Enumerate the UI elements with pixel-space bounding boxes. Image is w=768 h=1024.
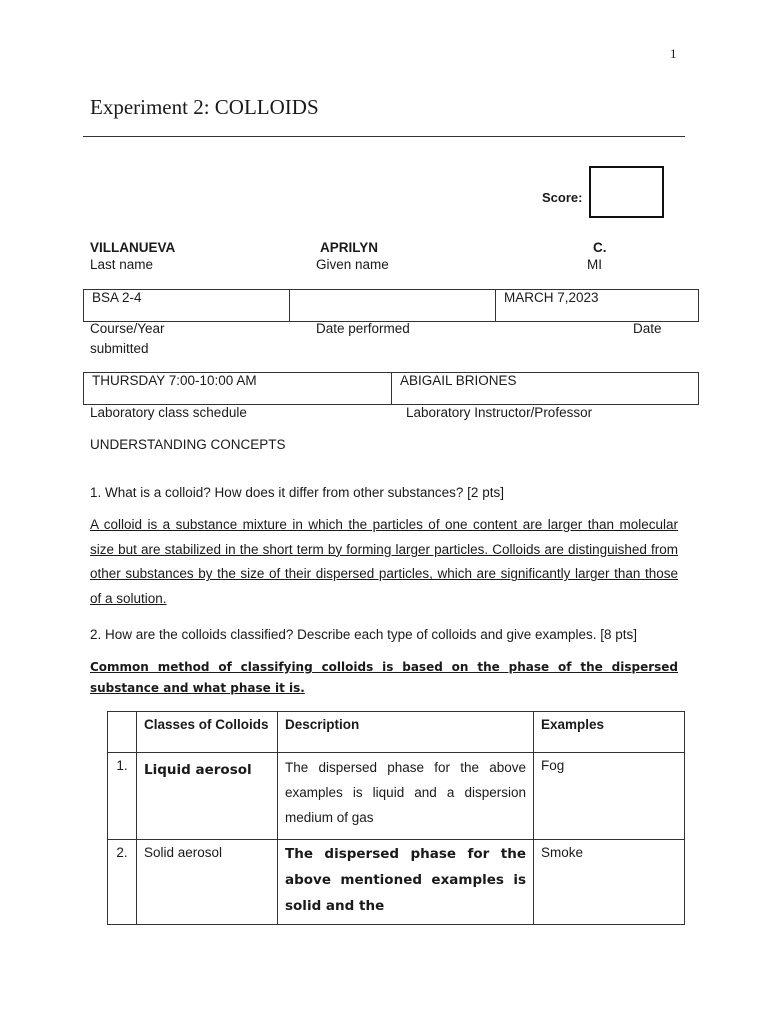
row-number: 2.: [108, 840, 137, 925]
answer-2: Common method of classifying colloids is based on the phase of the dispersed substance and what phase it is.: [90, 660, 678, 695]
given-name-label: Given name: [316, 257, 389, 272]
instructor-label: Laboratory Instructor/Professor: [406, 405, 593, 420]
course-cell: BSA 2-4: [84, 290, 290, 322]
table-row: [108, 840, 685, 925]
header-classes: Classes of Colloids: [137, 712, 278, 753]
last-name-label: Last name: [90, 257, 154, 272]
instructor-cell: ABIGAIL BRIONES: [392, 373, 699, 405]
last-name-value: VILLANUEVA: [90, 240, 176, 255]
schedule-table: [83, 372, 699, 405]
date-performed-cell: [290, 290, 496, 322]
middle-initial-value: C.: [593, 240, 607, 255]
title-divider: [83, 136, 685, 137]
row-class: Solid aerosol: [137, 840, 278, 925]
middle-initial-label: MI: [587, 257, 602, 272]
schedule-label: Laboratory class schedule: [90, 405, 247, 420]
colloid-classes-table: [107, 711, 685, 925]
row-example: Smoke: [534, 840, 685, 925]
date-label: Date: [633, 321, 662, 336]
schedule-cell: THURSDAY 7:00-10:00 AM: [84, 373, 392, 405]
header-description: Description: [278, 712, 534, 753]
header-examples: Examples: [534, 712, 685, 753]
row-example: Fog: [534, 753, 685, 840]
question-1: 1. What is a colloid? How does it differ from other substances? [2 pts]: [90, 485, 504, 500]
section-heading: UNDERSTANDING CONCEPTS: [90, 437, 286, 452]
course-label: Course/Year: [90, 321, 165, 336]
row-description: The dispersed phase for the above examples is liquid and a dispersion medium of gas: [278, 753, 534, 840]
score-box: [589, 166, 664, 218]
answer-1: A colloid is a substance mixture in which the particles of one content are larger than molecular size but are stabilized in the short term by forming larger particles. Colloids are distinguished from other substances by the size of their dispersed particles, which are significantly larger than those of a solution.: [90, 517, 678, 607]
submitted-label: submitted: [90, 341, 149, 356]
question-2: 2. How are the colloids classified? Describe each type of colloids and give examples. [8 pts]: [90, 627, 638, 642]
date-performed-label: Date performed: [316, 321, 410, 336]
date-submitted-cell: MARCH 7,2023: [496, 290, 699, 322]
row-number: 1.: [108, 753, 137, 840]
page-number: 1: [670, 46, 677, 61]
score-label: Score:: [542, 190, 583, 205]
page-title: Experiment 2: COLLOIDS: [90, 95, 319, 119]
row-description: The dispersed phase for the above mentioned examples is solid and the: [278, 840, 534, 925]
table-row: [108, 753, 685, 840]
header-number: [108, 712, 137, 753]
course-table: [83, 289, 699, 322]
given-name-value: APRILYN: [320, 240, 379, 255]
row-class: Liquid aerosol: [137, 753, 278, 840]
